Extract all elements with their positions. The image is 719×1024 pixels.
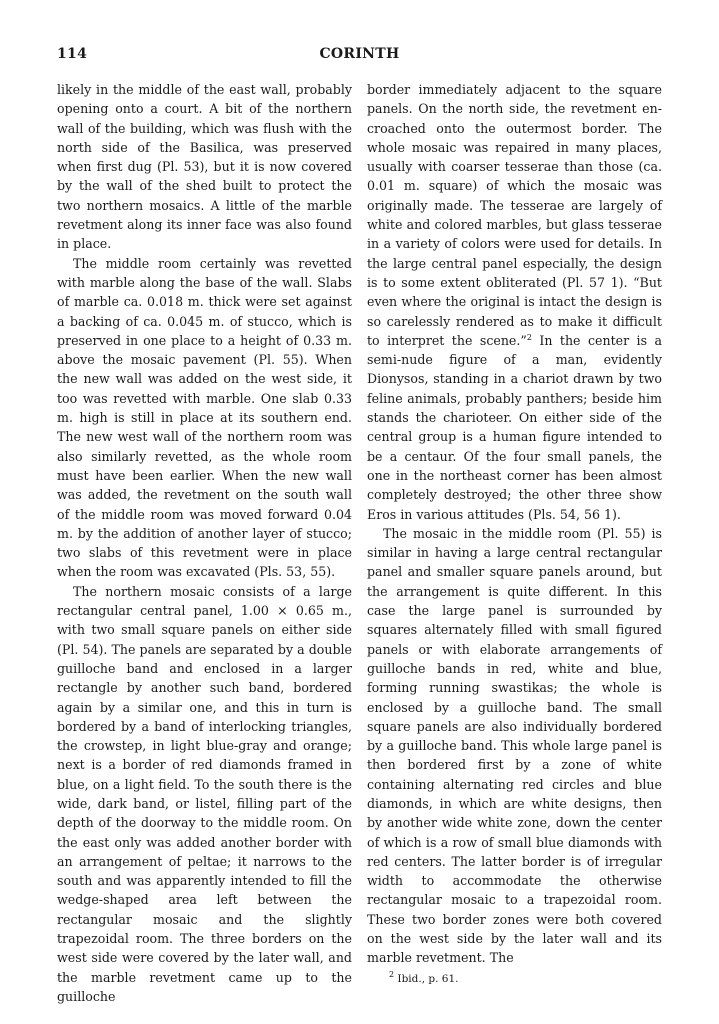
paragraph bbox=[367, 80, 662, 524]
left-column bbox=[57, 80, 352, 1006]
paragraph-text: In the center is a semi-nude figure of a man, evidently Dionysos, standing in a chariot drawn by two feline animals, probably panthers; beside him stands the charioteer. On either side of the central group is a human figure intended to be a centaur. Of the four small panels, the one in the northeast corner has been almost completely destroyed; the other three show Eros in various attitudes (Pls. 54, 56 1). bbox=[367, 332, 662, 522]
footnote-marker: 2 bbox=[389, 969, 395, 979]
page-header bbox=[57, 46, 662, 66]
paragraph: The mosaic in the middle room (Pl. 55) is similar in having a large central rectangular panel and smaller square panels around, but the arrangement is quite different. In this case the large panel is surrounded by squares alternately filled with small figured panels or with elaborate arrangements of guilloche bands in red, white and blue, forming running swastikas; the whole is enclosed by a guilloche band. The small square panels are also individually bordered by a guilloche band. This whole large panel is then bordered first by a zone of white containing alternating red circles and blue diamonds, in which are white designs, then by another wide white zone, down the center of which is a row of small blue diamonds with red centers. The latter border is of irregular width to accommodate the otherwise rectangular mosaic to a trapezoidal room. These two border zones were both covered on the west side by the later wall and its marble revetment. The bbox=[367, 525, 662, 966]
paragraph: The middle room certainly was revetted with marble along the base of the wall. Slabs of marble ca. 0.018 m. thick were set against a backing of ca. 0.045 m. of stucco, which is preserved in one place to a height of 0.33 m. above the mosaic pavement (Pl. 55). When the new wall was added on the west side, it too was revetted with marble. One slab 0.33 m. high is still in place at its southern end. The new west wall of the northern room was also similarly revetted, as the whole room must have been earlier. When the new wall was added, the revetment on the south wall of the middle room was moved forward 0.04 m. by the addition of another layer of stucco; two slabs of this revetment were in place when the room was excavated (Pls. 53, 55). bbox=[57, 255, 352, 580]
page-number: 114 bbox=[57, 46, 88, 62]
right-column bbox=[367, 80, 662, 986]
footnote bbox=[367, 969, 662, 986]
paragraph: The northern mosaic consists of a large rectangular central panel, 1.00 × 0.65 m., with two small square panels on either side (Pl. 54). The panels are separated by a double guilloche band and enclosed in a larger rectangle by another such band, bordered again by a similar one, and this in turn is bordered by a band of interlocking triangles, the crowstep, in light blue-gray and orange; next is a border of red diamonds framed in blue, on a light field. To the south there is the wide, dark band, or listel, filling part of the depth of the doorway to the middle room. On the east only was added another border with an arrangement of peltae; it narrows to the south and was apparently intended to fill the wedge-shaped area left between the rectangular mosaic and the slightly trapezoidal room. The three borders on the west side were covered by the later wall, and the marble revetment came up to the guilloche bbox=[57, 583, 352, 1004]
running-head: CORINTH bbox=[319, 46, 400, 62]
paragraph: likely in the middle of the east wall, probably opening onto a court. A bit of the northern wall of the building, which was flush with the north side of the Basilica, was preserved when first dug (Pl. 53), but it is now covered by the wall of the shed built to protect the two northern mosaics. A little of the marble revetment along its inner face was also found in place. bbox=[57, 82, 352, 252]
footnote-reference[interactable]: 2 bbox=[526, 332, 532, 342]
footnote-text: Ibid., p. 61. bbox=[394, 972, 459, 985]
paragraph-text: border immediately adjacent to the square panels. On the north side, the revetment encroached onto the outermost border. The whole mosaic was repaired in many places, usually with coarser tesserae than those (ca. 0.01 m. square) of which the mosaic was originally made. The tesserae are largely of white and colored marbles, but glass tesserae in a variety of colors were used for details. In the large central panel especially, the design is to some extent obliterated (Pl. 57 1). “But even where the original is intact the design is so carelessly rendered as to make it difficult to interpret the scene.” bbox=[367, 82, 662, 348]
